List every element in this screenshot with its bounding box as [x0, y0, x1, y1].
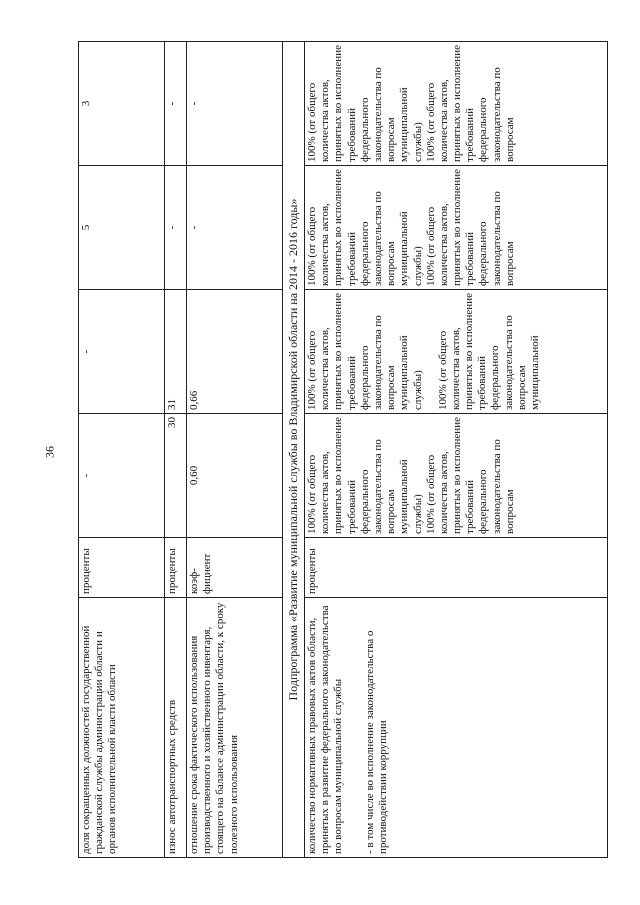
- value-cell: 0,60: [187, 414, 283, 538]
- value-cell: -: [165, 42, 187, 166]
- value-cell: [305, 290, 608, 414]
- unit-cell: проценты: [305, 538, 608, 598]
- indicator-name-cell: [305, 598, 608, 858]
- rotated-page-content: [78, 42, 608, 858]
- page-number: 36: [42, 446, 57, 458]
- value-text: 100% (от общего количества актов, принятых во исполнение требований федерального законодательства по вопросам муниципальной службы): [306, 417, 424, 534]
- indicator-sub-name: - в том числе во исполнение законодательства о противодействии коррупции: [363, 630, 389, 854]
- indicator-name-cell: износ автотранспортных средств: [165, 598, 187, 858]
- unit-cell: проценты: [79, 538, 165, 598]
- value-text: 100% (от общего количества актов, принятых во исполнение требований федерального законодательства по вопросам: [424, 169, 516, 286]
- value-text: 100% (от общего количества актов, принятых во исполнение требований федерального законодательства по вопросам: [424, 417, 516, 534]
- unit-cell: проценты: [165, 538, 187, 598]
- value-cell: -: [79, 290, 165, 414]
- table-row: [165, 42, 187, 858]
- value-cell: 31: [165, 290, 187, 414]
- indicator-name-cell: доля сокращенных должностей государственной гражданской службы администрации области и органов исполнительной власти области: [79, 598, 165, 858]
- value-cell: [305, 414, 608, 538]
- value-text: 100% (от общего количества актов, принятых во исполнение требований федерального законодательства по вопросам муниципальной: [436, 293, 541, 410]
- value-text: 100% (от общего количества актов, принятых во исполнение требований федерального законодательства по вопросам: [424, 45, 516, 162]
- value-cell: [305, 42, 608, 166]
- value-cell: 30: [165, 414, 187, 538]
- value-cell: [305, 166, 608, 290]
- value-cell: -: [187, 42, 283, 166]
- section-row: [283, 42, 305, 858]
- value-cell: -: [165, 166, 187, 290]
- unit-cell: коэф-фициент: [187, 538, 283, 598]
- table-row: [305, 42, 608, 858]
- value-cell: 5: [79, 166, 165, 290]
- value-cell: -: [79, 414, 165, 538]
- value-text: 100% (от общего количества актов, принятых во исполнение требований федерального законодательства по вопросам муниципальной службы): [306, 293, 424, 410]
- table-row: [79, 42, 165, 858]
- value-cell: 3: [79, 42, 165, 166]
- value-text: 100% (от общего количества актов, принятых во исполнение требований федерального законодательства по вопросам муниципальной службы): [306, 45, 424, 162]
- value-cell: 0,66: [187, 290, 283, 414]
- subprogram-title: Подпрограмма «Развитие муниципальной службы во Владимирской области на 2014 - 2016 годы»: [283, 42, 305, 858]
- indicator-name-cell: отношение срока фактического использования производственного и хозяйственного инвентаря, стоящего на балансе администрации области, к сроку полезного использования: [187, 598, 283, 858]
- value-text: 100% (от общего количества актов, принятых во исполнение требований федерального законодательства по вопросам муниципальной службы): [306, 169, 424, 286]
- value-cell: -: [187, 166, 283, 290]
- indicator-name: количество нормативных правовых актов области, принятых в развитие федерального законодательства по вопросам муниципальной службы: [306, 605, 345, 854]
- table-row: [187, 42, 283, 858]
- indicators-table: [78, 41, 608, 858]
